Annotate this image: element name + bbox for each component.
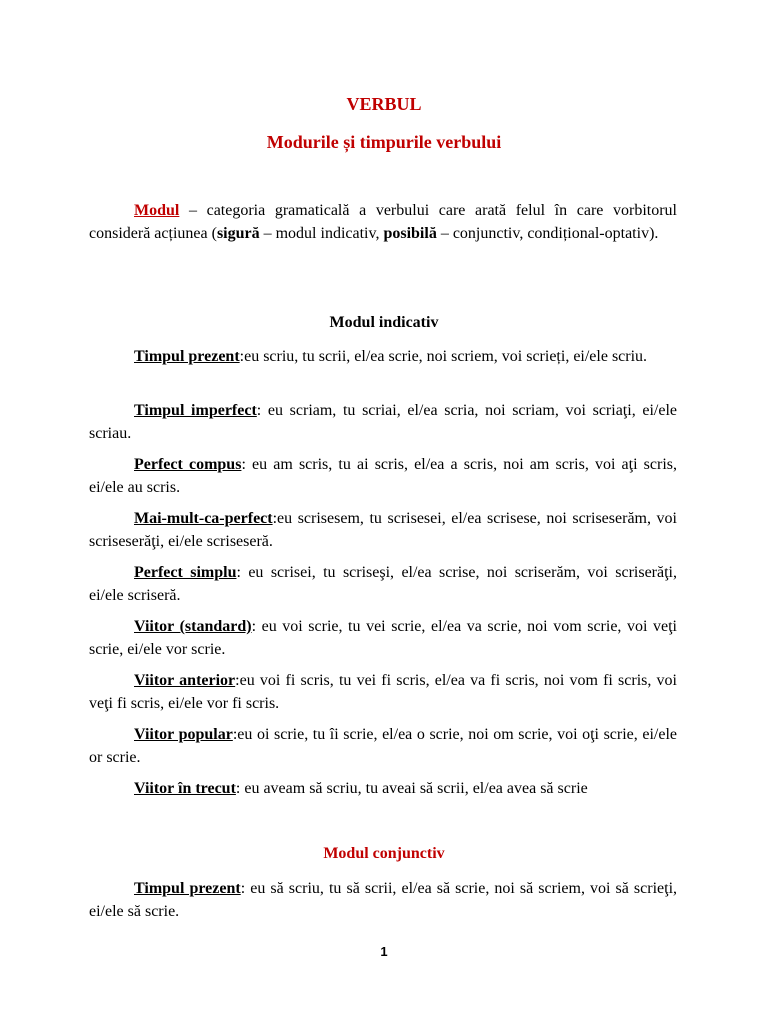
tense-term: Mai-mult-ca-perfect [134,510,273,527]
tense-term: Viitor (standard) [134,618,252,635]
tense-paragraph [89,507,677,553]
tense-paragraph [89,669,677,715]
intro-term: Modul [134,202,180,219]
intro-sigura: sigură [216,225,260,242]
tense-text: : eu voi scrie, tu vei scrie, el/ea va scrie, noi vom scrie, voi veţi scrie, ei/ele vor scrie. [89,618,678,658]
tense-term: Perfect compus [134,456,242,473]
intro-text-c: – conjunctiv, condițional-optativ). [436,225,659,242]
tense-text: : eu scriam, tu scriai, el/ea scria, noi scriam, voi scriaţi, ei/ele scriau. [89,402,677,442]
tense-term: Viitor anterior [134,672,236,689]
tense-paragraph [89,615,677,661]
tense-paragraph [89,723,677,769]
tense-text: :eu scriu, tu scrii, el/ea scrie, noi scriem, voi scrieți, ei/ele scriu. [239,348,648,365]
document-subtitle: Modurile și timpurile verbului [266,132,502,152]
tense-text: : eu să scriu, tu să scrii, el/ea să scrie, noi să scriem, voi să scrieţi, ei/ele să scrie. [89,880,678,920]
tense-term: Viitor popular [134,726,233,743]
tense-paragraph [89,561,677,607]
tense-paragraph [89,777,677,800]
document-title: VERBUL [346,94,422,114]
tense-term: Perfect simplu [134,564,237,581]
intro-paragraph [89,199,677,245]
tense-paragraph [89,345,677,368]
tense-paragraph [89,399,677,445]
tense-text: : eu scrisei, tu scriseşi, el/ea scrise, noi scriserăm, voi scriserăţi, ei/ele scriseră. [89,564,678,604]
tense-term: Timpul prezent [134,880,241,897]
intro-text-a: – categoria gramaticală a verbului care arată felul în care vorbitorul consideră acțiunea ( [89,202,677,242]
section-heading-conjunctiv: Modul conjunctiv [323,845,445,862]
section-heading-indicativ: Modul indicativ [329,314,439,331]
tense-paragraph [89,453,677,499]
intro-text-b: – modul indicativ, [259,225,384,242]
tense-paragraph [89,877,677,923]
page-number: 1 [380,944,388,959]
intro-posibila: posibilă [383,225,437,242]
tense-text: : eu aveam să scriu, tu aveai să scrii, el/ea avea să scrie [235,780,588,797]
tense-text: :eu voi fi scris, tu vei fi scris, el/ea va fi scris, noi vom fi scris, voi veţi fi scris, ei/ele vor fi scris. [89,672,678,712]
tense-term: Timpul prezent [134,348,240,365]
tense-term: Viitor în trecut [134,780,236,797]
tense-text: :eu scrisesem, tu scrisesei, el/ea scrisese, noi scriseserăm, voi scriseserăţi, ei/ele scriseseră. [89,510,677,550]
tense-text: :eu oi scrie, tu îi scrie, el/ea o scrie, noi om scrie, voi oţi scrie, ei/ele or scrie. [89,726,678,766]
tense-term: Timpul imperfect [134,402,257,419]
tense-text: : eu am scris, tu ai scris, el/ea a scris, noi am scris, voi aţi scris, ei/ele au scris. [89,456,677,496]
